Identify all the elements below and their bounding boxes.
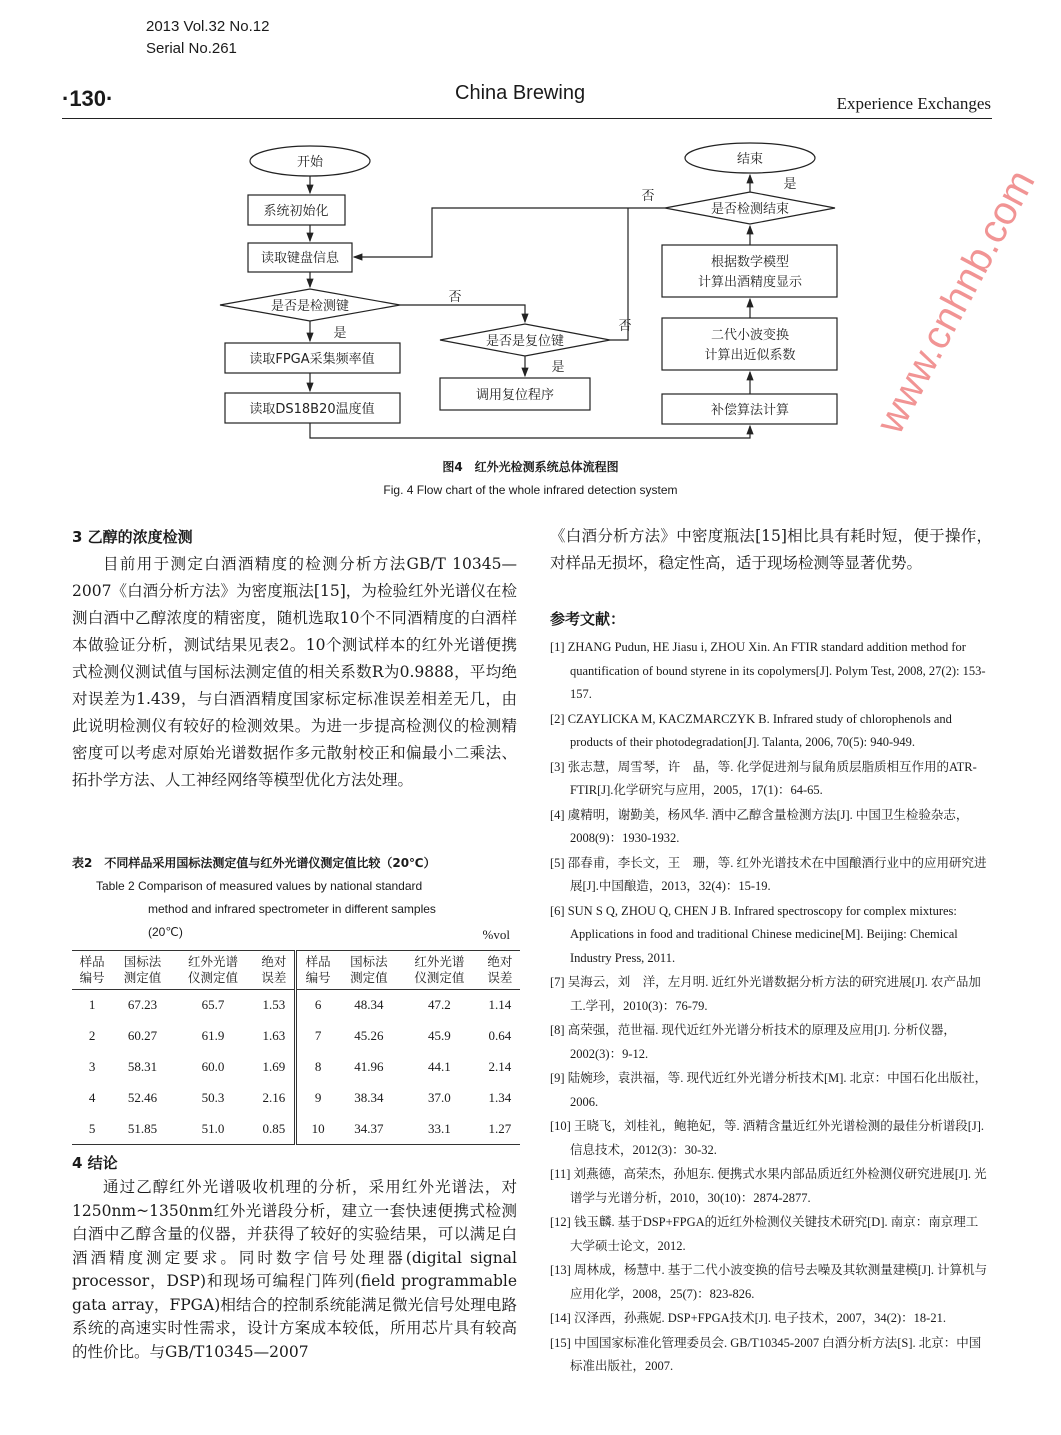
header-text: 样品 <box>305 955 331 969</box>
reference-item: [1] ZHANG Pudun, HE Jiasu i, ZHOU Xin. An FTIR standard addition method for quantification of bound styrene in its copolymers[J]. Polym Test, 2008, 27(2): 153-157. <box>550 640 986 701</box>
table-header-cell <box>296 951 339 990</box>
section-4-body: 通过乙醇红外光谱吸收机理的分析，采用红外光谱法，对1250nm~1350nm红外光谱段分析，建立一套快速便携式检测白酒中乙醇含量的仪器，并获得了较好的实验结果，可以满足白酒酒精度测定要求。同时数字信号处理器(digital signal processor，DSP)和现场可编程门阵列(field programmable gata array，FPGA)相结合的控制系统能满足微光信号处理电路系统的高速实时性需求，设计方案成本较低，所用芯片具有较高的性价比。与GB/T10345—2007 <box>72 1178 517 1361</box>
header-text: 仪测定值 <box>414 971 465 985</box>
start-label: 开始 <box>296 155 324 170</box>
table-cell: 7 <box>314 1028 322 1043</box>
reference-item: [8] 高荣强，范世福. 现代近红外光谱分析技术的原理及应用[J]. 分析仪器，2002(3)：9-12. <box>550 1023 956 1061</box>
init-label: 系统初始化 <box>263 204 329 219</box>
table-title-en <box>72 921 520 944</box>
header-text: 绝对 <box>487 955 513 969</box>
section-name: Experience Exchanges <box>836 94 991 113</box>
reference-item: [11] 刘燕德，高荣杰，孙旭东. 便携式水果内部品质近红外检测仪研究进展[J]. 光谱学与光谱分析，2010，30(10)：2874-2877. <box>550 1167 987 1205</box>
reference-item: [13] 周林成，杨慧中. 基于二代小波变换的信号去噪及其软测量建模[J]. 计算机与应用化学，2008，25(7)：823-826. <box>550 1263 988 1301</box>
header-rule <box>62 118 992 119</box>
compensate-label: 补偿算法计算 <box>710 403 790 418</box>
table-cell: 38.34 <box>354 1090 384 1105</box>
table-header-cell <box>480 951 520 990</box>
references-list <box>550 636 990 1380</box>
issue-info <box>146 16 269 60</box>
reference-item: [3] 张志慧，周雪琴，许 晶，等. 化学促进剂与鼠角质层脂质相互作用的ATR-FTIR[J].化学研究与应用，2005，17(1)：64-65. <box>550 759 977 797</box>
volume: 2013 Vol.32 No.12 <box>146 18 270 35</box>
table-title-en: method and infrared spectrometer in different samples <box>148 902 436 916</box>
wavelet-label-1: 二代小波变换 <box>710 328 790 343</box>
header-text: 误差 <box>261 971 287 985</box>
table-cell: 52.46 <box>127 1090 158 1105</box>
table-title-en-3: (20℃) <box>148 925 183 939</box>
reference-item: [10] 王晓飞，刘桂礼，鲍艳妃，等. 酒精含量近红外光谱检测的最佳分析谱段[J]. 信息技术，2012(3)：30-32. <box>550 1119 985 1157</box>
table-cell: 37.0 <box>428 1090 451 1105</box>
table-cell: 1.34 <box>488 1090 512 1105</box>
table-header-cell <box>253 951 296 990</box>
table-cell: 48.34 <box>354 997 384 1013</box>
figure-caption-cn: 图4 红外光检测系统总体流程图 <box>442 460 619 474</box>
reference-item: [2] CZAYLICKA M, KACZMARCZYK B. Infrared study of chlorophenols and products of their photodegradation[J]. Talanta, 2006, 70(5): 940-949. <box>550 711 952 749</box>
table-header-cell <box>173 951 254 990</box>
done-label: 是否检测结束 <box>710 202 790 217</box>
table-cell: 44.1 <box>428 1059 451 1074</box>
table-unit: %vol <box>482 927 510 942</box>
table-cell: 51.85 <box>127 1120 158 1136</box>
read-fpga-label: 读取FPGA采集频率值 <box>249 352 375 367</box>
table-header-cell <box>72 951 112 990</box>
detect-label: 是否是检测键 <box>270 299 350 314</box>
yes-label: 是 <box>333 326 347 341</box>
read-keys-label: 读取键盘信息 <box>260 251 340 266</box>
table-cell: 61.9 <box>201 1028 225 1043</box>
table-row <box>72 990 520 1021</box>
table-cell: 33.1 <box>428 1120 451 1136</box>
section-4-title: 4 结论 <box>72 1154 118 1172</box>
table-cell: 60.27 <box>127 1028 158 1043</box>
header-text: 红外光谱 <box>414 955 465 969</box>
table-cell: 1.27 <box>488 1120 512 1136</box>
table-cell: 45.9 <box>428 1028 451 1043</box>
header-text: 红外光谱 <box>187 955 238 969</box>
no-label: 否 <box>618 319 632 334</box>
table-cell: 51.0 <box>201 1120 225 1136</box>
table-cell: 45.26 <box>354 1028 384 1043</box>
table-cell: 6 <box>314 997 322 1013</box>
table-cell: 4 <box>88 1090 96 1105</box>
table-caption <box>72 852 520 944</box>
table-cell: 1.63 <box>253 1021 296 1052</box>
table-cell: 0.64 <box>488 1028 512 1043</box>
table-row <box>72 1083 520 1114</box>
wavelet-label-2: 计算出近似系数 <box>704 348 796 363</box>
header-text: 编号 <box>79 971 105 985</box>
header-text: 误差 <box>487 971 513 985</box>
end-label: 结束 <box>736 152 764 167</box>
table-cell: 2.16 <box>253 1083 296 1114</box>
reset-label: 是否是复位键 <box>485 334 565 349</box>
references-title: 参考文献： <box>550 610 626 628</box>
table-cell: 1.14 <box>488 997 512 1013</box>
table-header-cell <box>112 951 172 990</box>
reference-item: [5] 邵春甫，李长文，王 珊，等. 红外光谱技术在中国酿酒行业中的应用研究进展[J].中国酿造，2013，32(4)：15-19. <box>550 855 987 893</box>
header-text: 仪测定值 <box>187 971 238 985</box>
table-cell: 3 <box>88 1059 96 1074</box>
table-cell: 2.14 <box>488 1059 512 1074</box>
header-text: 测定值 <box>123 971 162 985</box>
table-cell: 8 <box>314 1059 322 1074</box>
table-title-en: Table 2 Comparison of measured values by national standard <box>96 879 423 893</box>
table-cell: 41.96 <box>354 1059 384 1074</box>
reference-item: [6] SUN S Q, ZHOU Q, CHEN J B. Infrared spectroscopy for complex mixtures: Applications in food and traditional Chinese medicine[M]. Beijing: Chemical Industry Press, 2011. <box>550 903 958 965</box>
table-cell: 1 <box>88 997 96 1013</box>
no-label: 否 <box>448 290 462 305</box>
header-text: 样品 <box>79 955 105 969</box>
yes-label: 是 <box>783 177 797 192</box>
reference-item: [15] 中国国家标准化管理委员会. GB/T10345-2007 白酒分析方法[S]. 北京：中国标准出版社，2007. <box>550 1335 982 1373</box>
table-cell: 0.85 <box>253 1114 296 1145</box>
header-text: 国标法 <box>350 955 388 969</box>
model-label-2: 计算出酒精度显示 <box>697 275 803 290</box>
table-row <box>72 1021 520 1052</box>
section-3-title: 3 乙醇的浓度检测 <box>72 528 193 546</box>
table-cell: 1.53 <box>253 990 296 1021</box>
table-cell: 9 <box>314 1090 322 1105</box>
table-cell: 60.0 <box>201 1059 225 1074</box>
reference-item: [4] 虞精明，谢勤美，杨风华. 酒中乙醇含量检测方法[J]. 中国卫生检验杂志，2008(9)：1930-1932. <box>550 807 969 845</box>
table-header-cell <box>399 951 480 990</box>
table-cell: 1.69 <box>253 1052 296 1083</box>
no-label: 否 <box>641 189 655 204</box>
serial: Serial No.261 <box>146 40 237 57</box>
table-cell: 65.7 <box>201 997 225 1013</box>
table-cell: 58.31 <box>127 1059 158 1074</box>
table-title-cn: 表2 不同样品采用国标法测定值与红外光谱仪测定值比较（20℃） <box>72 856 436 870</box>
reference-item: [14] 汉泽西，孙燕妮. DSP+FPGA技术[J]. 电子技术，2007，34(2)：18-21. <box>550 1311 946 1325</box>
table-cell: 34.37 <box>354 1120 384 1136</box>
table-cell: 67.23 <box>127 997 158 1013</box>
reference-item: [12] 钱玉麟. 基于DSP+FPGA的近红外检测仪关键技术研究[D]. 南京：南京理工大学硕士论文，2012. <box>550 1215 979 1253</box>
header-text: 绝对 <box>261 955 287 969</box>
model-label-1: 根据数学模型 <box>710 255 790 270</box>
table-cell: 10 <box>311 1120 325 1136</box>
table-row <box>72 1052 520 1083</box>
read-temp-label: 读取DS18B20温度值 <box>249 402 375 417</box>
reference-item: [7] 吴海云，刘 洋，左月明. 近红外光谱数据分析方法的研究进展[J]. 农产品加工.学刊，2010(3)：76-79. <box>550 975 981 1013</box>
journal-name: China Brewing <box>455 82 586 104</box>
table-row <box>72 1114 520 1145</box>
header-text: 编号 <box>305 971 331 985</box>
watermark: www.cnhnb.com <box>868 162 1044 441</box>
figure-caption-en: Fig. 4 Flow chart of the whole infrared detection system <box>383 483 678 497</box>
table-cell: 2 <box>88 1028 96 1043</box>
reference-item: [9] 陆婉珍，袁洪福，等. 现代近红外光谱分析技术[M]. 北京：中国石化出版社，2006. <box>550 1071 988 1109</box>
comparison-table <box>72 950 520 1145</box>
table-header-row <box>72 951 520 990</box>
header-text: 测定值 <box>350 971 388 985</box>
page-number: ·130· <box>62 86 114 111</box>
table-header-cell <box>339 951 399 990</box>
call-reset-label: 调用复位程序 <box>475 388 555 403</box>
table-cell: 5 <box>88 1120 96 1136</box>
yes-label: 是 <box>551 360 565 375</box>
section-3-continued: 《白酒分析方法》中密度瓶法[15]相比具有耗时短，便于操作，对样品无损坏，稳定性高，适于现场检测等显著优势。 <box>550 527 992 572</box>
header-text: 国标法 <box>123 955 162 969</box>
table-cell: 50.3 <box>201 1090 225 1105</box>
table-cell: 47.2 <box>428 997 451 1013</box>
section-3-body: 目前用于测定白酒酒精度的检测分析方法GB/T 10345—2007《白酒分析方法》为密度瓶法[15]，为检验红外光谱仪在检测白酒中乙醇浓度的精密度，随机选取10个不同酒精度的白酒样本做验证分析，测试结果见表2。10个测试样本的红外光谱便携式检测仪测试值与国标法测定值的相关系数R为0.9888，平均绝对误差为1.439，与白酒酒精度国家标定标准误差相差无几，由此说明检测仪有较好的检测效果。为进一步提高检测仪的检测精密度可以考虑对原始光谱数据作多元散射校正和偏最小二乘法、拓扑学方法、人工神经网络等模型优化方法处理。 <box>72 555 517 789</box>
